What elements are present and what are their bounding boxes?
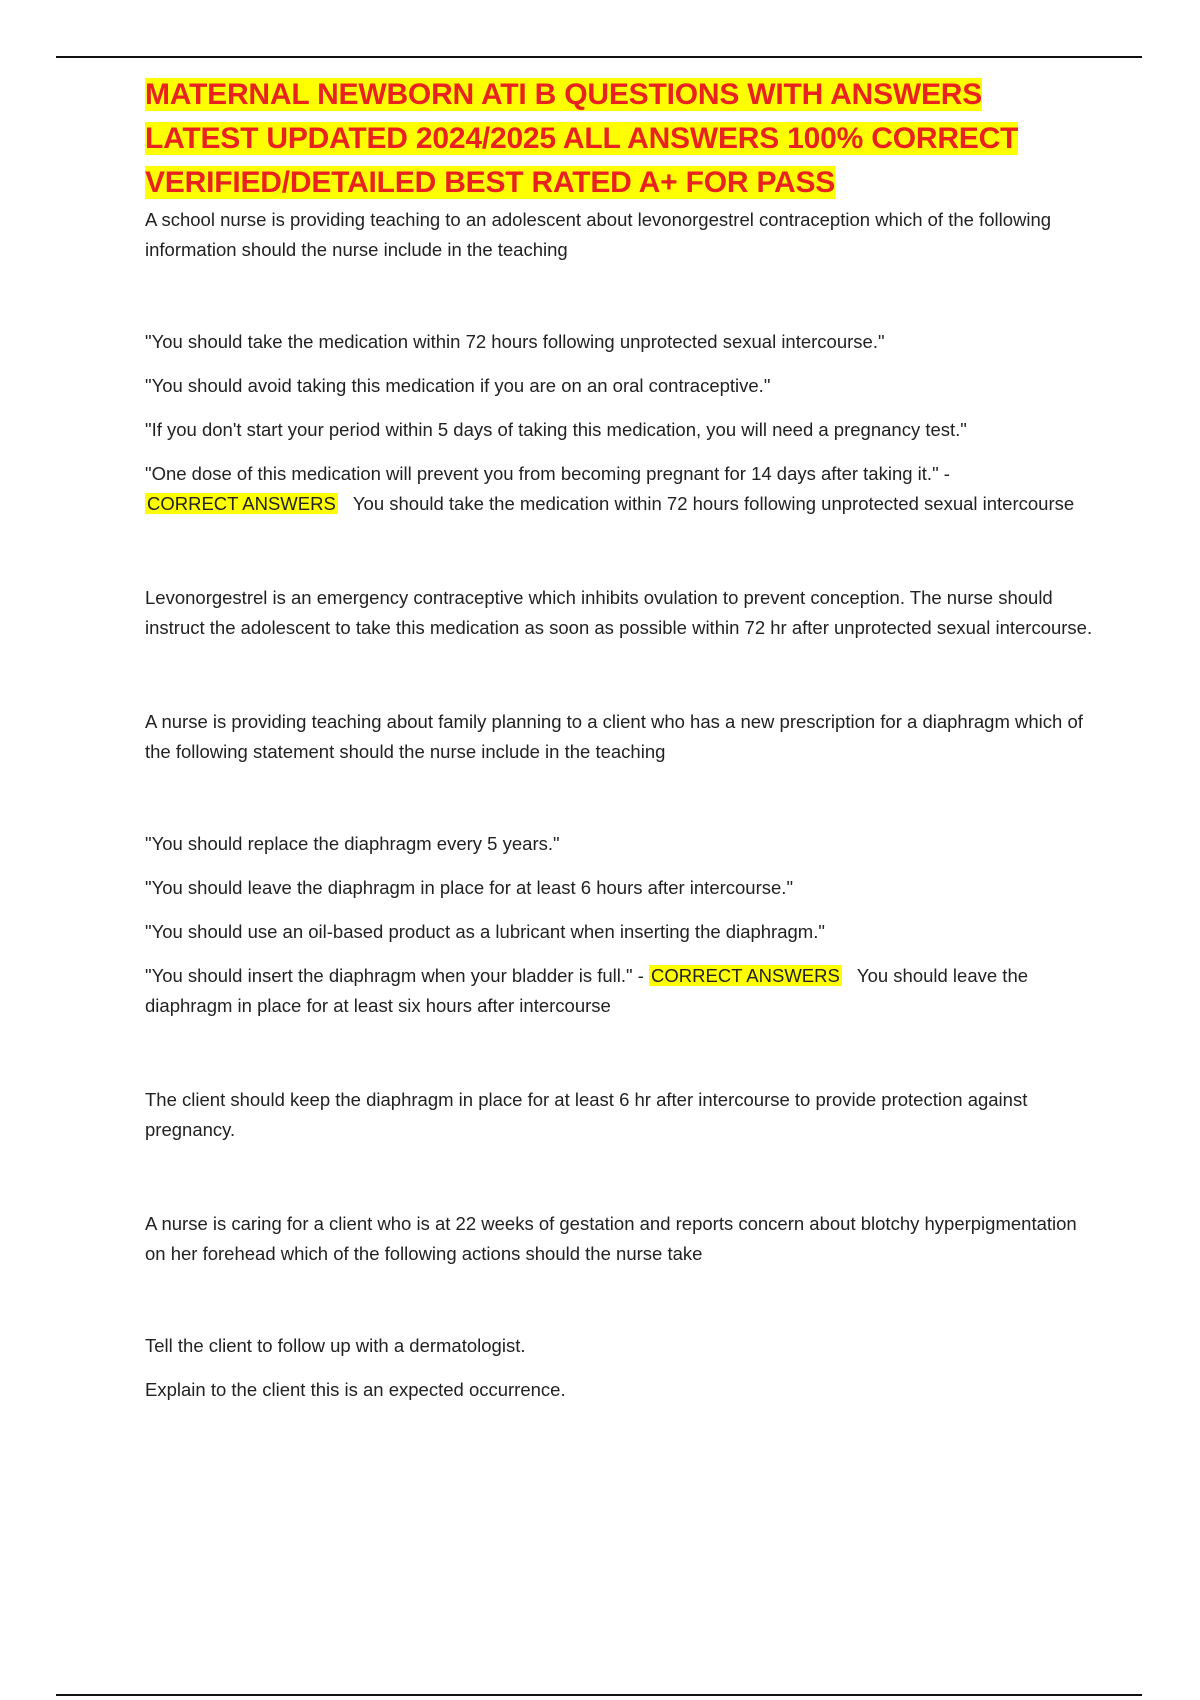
question-2-answer: You should leave the diaphragm in place for at least six hours after intercourse <box>145 965 1029 1016</box>
document-body <box>145 73 1095 1405</box>
question-2-option-a: "You should replace the diaphragm every 5 years." <box>145 833 560 854</box>
question-2-correct-label: CORRECT ANSWERS <box>651 965 840 986</box>
question-1-answer: You should take the medication within 72 hours following unprotected sexual intercourse <box>352 493 1075 514</box>
question-1-option-d-with-answer <box>145 459 1095 519</box>
question-3-option-a: Tell the client to follow up with a dermatologist. <box>145 1335 526 1356</box>
question-1-option-d: "One dose of this medication will prevent you from becoming pregnant for 14 days after taking it." - <box>145 463 950 484</box>
question-2-option-d: "You should insert the diaphragm when your bladder is full." - <box>145 965 644 986</box>
question-2-option-d-with-answer <box>145 961 1095 1021</box>
top-rule <box>56 56 1142 58</box>
question-1-option-c: "If you don't start your period within 5 days of taking this medication, you will need a pregnancy test." <box>145 419 967 440</box>
bottom-rule <box>56 1694 1142 1696</box>
question-1-option-a: "You should take the medication within 72 hours following unprotected sexual intercourse." <box>145 331 885 352</box>
question-2-option-b: "You should leave the diaphragm in place for at least 6 hours after intercourse." <box>145 877 794 898</box>
question-2-option-c: "You should use an oil-based product as a lubricant when inserting the diaphragm." <box>145 921 825 942</box>
question-1-option-b: "You should avoid taking this medication if you are on an oral contraceptive." <box>145 375 771 396</box>
document-title <box>145 73 1095 205</box>
title-highlight: MATERNAL NEWBORN ATI B QUESTIONS WITH ANSWERS LATEST UPDATED 2024/2025 ALL ANSWERS 100% CORRECT VERIFIED/DETAILED BEST RATED A+ FOR PASS <box>145 78 1019 199</box>
question-1-correct-label: CORRECT ANSWERS <box>147 493 336 514</box>
question-3-option-b: Explain to the client this is an expected occurrence. <box>145 1379 566 1400</box>
question-3-text: A nurse is caring for a client who is at 22 weeks of gestation and reports concern about blotchy hyperpigmentation on her forehead which of the following actions should the nurse take <box>145 1213 1077 1264</box>
question-2-rationale: The client should keep the diaphragm in place for at least 6 hr after intercourse to provide protection against pregnancy. <box>145 1089 1028 1140</box>
question-1-text: A school nurse is providing teaching to an adolescent about levonorgestrel contraception which of the following information should the nurse include in the teaching <box>145 209 1052 260</box>
question-1-rationale: Levonorgestrel is an emergency contraceptive which inhibits ovulation to prevent conception. The nurse should instruct the adolescent to take this medication as soon as possible within 72 hr after unprotected sexual intercourse. <box>145 587 1093 638</box>
question-2-text: A nurse is providing teaching about family planning to a client who has a new prescription for a diaphragm which of the following statement should the nurse include in the teaching <box>145 711 1083 762</box>
